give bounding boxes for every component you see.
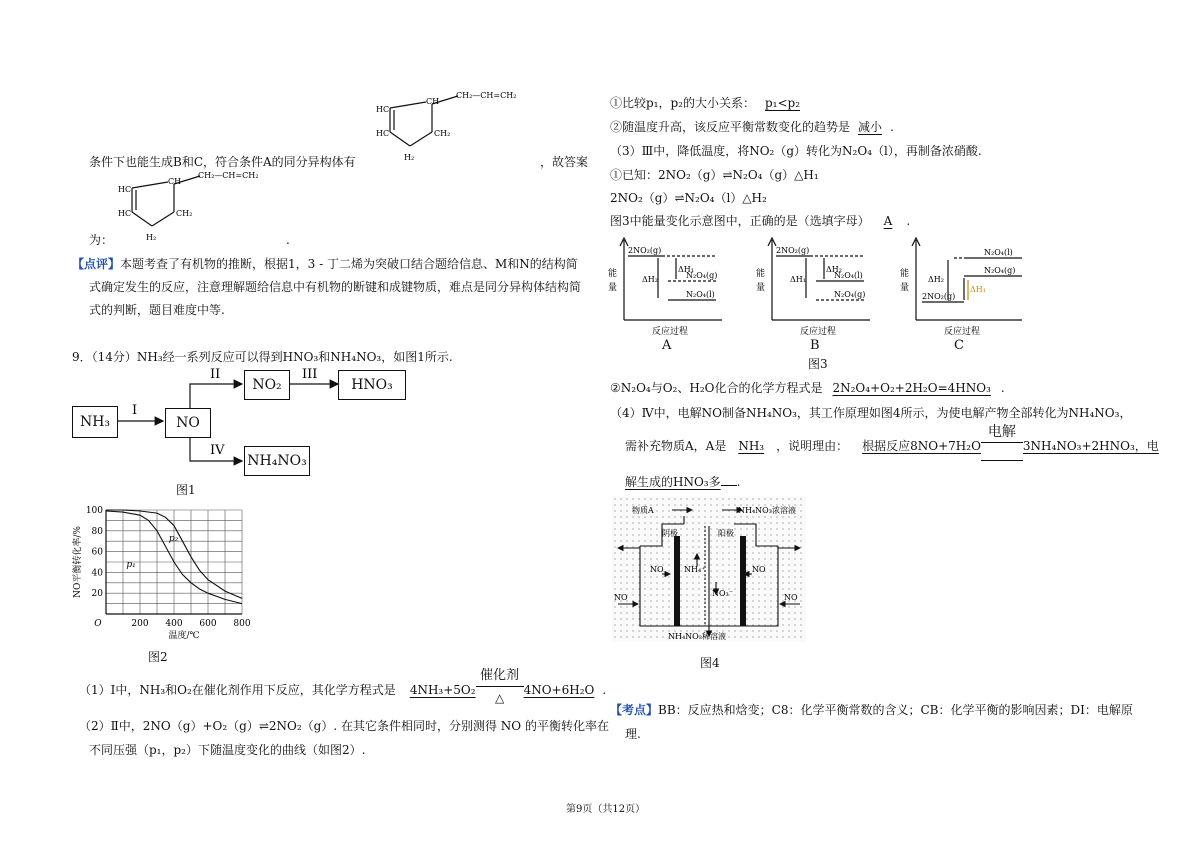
r6-text: 图3中能量变化示意图中，正确的是（选填字母） <box>610 214 870 228</box>
fig3b-bot: N₂O₄(g) <box>834 290 866 299</box>
r7-end: . <box>1000 381 1005 395</box>
fig3b-top: 2NO₂(g) <box>776 246 810 255</box>
fig3b-mid: N₂O₄(l) <box>834 271 863 280</box>
fig3a-dh-big: ΔH₂ <box>642 275 658 284</box>
y-tick-label: 100 <box>85 506 103 516</box>
fig4-anode-plate <box>740 536 746 626</box>
fig3c-xlabel: 反应过程 <box>944 327 981 337</box>
fig1-box-nh3: NH₃ <box>72 406 118 438</box>
fig3-diagram-b <box>754 236 874 348</box>
fig3c-ylabel-1: 能 <box>900 269 910 279</box>
struct1-h2: H₂ <box>404 153 415 162</box>
r8-line: （4）Ⅳ中，电解NO制备NH₄NO₃，其工作原理如图4所示，为使电解产物全部转化为NH₄NO₃， <box>610 406 1132 420</box>
fig4-no-in-right: NO <box>784 593 798 602</box>
fig4-no-right: NO <box>752 565 766 574</box>
fig3a-ylabel-1: 能 <box>608 269 618 279</box>
fig1-label-II: II <box>210 367 221 382</box>
r9-reason-b: 3NH₄NO₃+2HNO₃，电 <box>1022 439 1159 453</box>
figure-2-chart <box>70 502 260 642</box>
y-tick-label: 80 <box>91 526 103 537</box>
r7-answer: 2N₂O₄+O₂+2H₂O=4HNO₃ <box>832 381 991 395</box>
q1-line <box>79 668 607 705</box>
structure-formula-2 <box>112 168 312 248</box>
r9-answer: NH₃ <box>738 439 765 453</box>
fig3-diagram-c <box>898 236 1026 348</box>
review-tag: 【点评】 <box>72 257 121 271</box>
figure-3 <box>606 236 1026 372</box>
x-tick-label: 200 <box>131 619 149 629</box>
fig3a-xlabel: 反应过程 <box>652 327 689 337</box>
fig1-box-hno3: HNO₃ <box>338 370 406 400</box>
r9-reason-a: 根据反应8NO+7H₂O <box>862 439 981 453</box>
fig3c-mid: N₂O₄(g) <box>984 266 1016 275</box>
intro-text: 条件下也能生成B和C，符合条件A的同分异构体有 <box>89 155 356 169</box>
r9-line <box>625 424 1159 454</box>
struct1-ch2: CH₂ <box>434 129 451 138</box>
fig3a-bot: N₂O₄(l) <box>686 290 715 299</box>
q1-end: . <box>602 683 607 697</box>
y-tick-label: 20 <box>91 589 103 600</box>
r7-line <box>610 380 1005 396</box>
fig1-box-nh4no3: NH₄NO₃ <box>244 446 310 476</box>
page-footer: 第9页（共12页） <box>566 804 646 815</box>
q1-eq-right: 4NO+6H₂O <box>523 683 595 697</box>
fig3c-bot: 2NO₂(g) <box>922 292 956 301</box>
struct1-hc2: HC <box>376 129 390 138</box>
fig4-top-right: NH₄NO₃浓溶液 <box>738 506 796 515</box>
review-text1: 本题考查了有机物的推断，根据1，3 - 丁二烯为突破口结合题给信息、M和N的结构简 <box>120 257 578 271</box>
r9-text: 需补充物质A，A是 <box>625 439 727 453</box>
fig3b-dh-small: ΔH₂ <box>826 265 842 274</box>
r9-condition <box>981 424 1023 454</box>
question-9: 9．（14分）NH₃经一系列反应可以得到HNO₃和NH₄NO₃，如图1所示. <box>72 350 453 364</box>
r1-text: ①比较p₁，p₂的大小关系： <box>610 96 755 110</box>
struct2-hc2: HC <box>118 209 132 218</box>
figure-1 <box>70 366 420 476</box>
text-wei-tail: . <box>286 233 290 247</box>
x-tick-label: 800 <box>233 619 251 629</box>
struct2-h2: H₂ <box>146 233 157 242</box>
fig3c-dh-small: ΔH₁ <box>970 285 986 294</box>
fig3b-ylabel-2: 量 <box>756 283 766 293</box>
review-line2: 式确定发生的反应，注意理解题给信息中有机物的断键和成键物质，难点是同分异构体结构简 <box>89 280 582 294</box>
fig3-diagram-a <box>606 236 726 348</box>
fig3b-label: B <box>810 338 820 353</box>
y-axis-label: NO平衡转化率/% <box>73 526 83 598</box>
series-label-2: p₂ <box>168 534 179 545</box>
fig4-no3: NO₃⁻ <box>712 589 733 598</box>
fig1-box-no: NO <box>165 408 211 438</box>
fig1-label-IV: IV <box>210 443 225 458</box>
r7-text: ②N₂O₄与O₂、H₂O化合的化学方程式是 <box>610 381 823 395</box>
r2-text: ②随温度升高，该反应平衡常数变化的趋势是 <box>610 120 851 134</box>
fig2-caption: 图2 <box>148 650 168 664</box>
fig4-cathode: 阴极 <box>662 529 678 538</box>
r3-line: （3）Ⅲ中，降低温度，将NO₂（g）转化为N₂O₄（l），再制备浓硝酸. <box>610 144 982 158</box>
q1-cond-top: 催化剂 <box>480 668 520 683</box>
r6-answer: A <box>883 214 893 228</box>
fig3a-label: A <box>662 338 672 353</box>
r9-cond-top: 电解 <box>987 424 1016 440</box>
r5-line: 2NO₂（g）⇌N₂O₄（l）△H₂ <box>610 191 767 205</box>
fig3b-dh-big: ΔH₁ <box>790 275 806 284</box>
struct2-ch: CH <box>168 177 182 186</box>
fig4-bottom: NH₄NO₃稀溶液 <box>668 632 726 641</box>
text-wei: 为： <box>89 233 114 247</box>
kd-tag: 【考点】 <box>610 703 659 717</box>
x-axis-label: 温度/℃ <box>168 631 200 641</box>
series-label-1: p₁ <box>126 560 136 571</box>
fig4-nh4: NH₄⁺ <box>684 565 706 574</box>
fig3c-top: N₂O₄(l) <box>984 248 1013 257</box>
q1-text: （1）Ⅰ中，NH₃和O₂在催化剂作用下反应，其化学方程式是 <box>79 683 396 697</box>
r2-end: . <box>890 120 894 134</box>
r2-line <box>610 119 894 135</box>
fig4-cathode-plate <box>674 536 680 626</box>
fig1-box-no2: NO₂ <box>244 370 290 400</box>
fig3b-ylabel-1: 能 <box>756 269 766 279</box>
fig3c-ylabel-2: 量 <box>900 283 910 293</box>
struct1-chain: CH₂—CH=CH₂ <box>456 91 517 100</box>
y-tick-label: 40 <box>91 568 103 579</box>
fig3c-label: C <box>954 338 964 353</box>
q1-condition <box>476 668 524 705</box>
fig1-caption: 图1 <box>176 483 196 497</box>
r9-reason-label: ，说明理由： <box>776 439 849 453</box>
fig3a-ylabel-2: 量 <box>608 283 618 293</box>
x-tick-label: 400 <box>165 619 183 629</box>
fig4-no-in-left: NO <box>614 593 628 602</box>
fig4-anode: 阳极 <box>718 529 734 538</box>
kd-text1: BB：反应热和焓变；C8：化学平衡常数的含义；CB：化学平衡的影响因素；DI：电解原 <box>658 703 1133 717</box>
r2-answer: 减小 <box>858 120 883 134</box>
struct2-hc: HC <box>118 185 132 194</box>
fig3b-xlabel: 反应过程 <box>800 327 837 337</box>
q1-eq-left: 4NH₃+5O₂ <box>409 683 476 697</box>
x-tick-label: 600 <box>199 619 217 629</box>
fig4-caption: 图4 <box>700 656 720 670</box>
review-line1 <box>72 256 578 272</box>
r6-line <box>610 213 910 229</box>
fig3a-dh-small: ΔH₁ <box>678 265 694 274</box>
review-line3: 式的判断，题目难度中等. <box>89 303 225 317</box>
r6-end: . <box>906 214 911 228</box>
r10-text: 解生成的HNO₃多 <box>625 475 721 489</box>
fig3a-mid: N₂O₄(g) <box>686 271 718 280</box>
text-intro-tail: ，故答案 <box>540 155 589 169</box>
fig4-substance-a: 物质A <box>632 506 654 515</box>
q1-cond-bottom: △ <box>494 691 505 705</box>
r4-line: ①已知：2NO₂（g）⇌N₂O₄（g）△H₁ <box>610 168 819 182</box>
struct1-hc: HC <box>376 105 390 114</box>
fig3a-top: 2NO₂(g) <box>628 246 662 255</box>
fig4-no-left: NO <box>650 565 664 574</box>
fig3c-dh-big: ΔH₂ <box>928 275 944 284</box>
q2-line2: 不同压强（p₁，p₂）下随温度变化的曲线（如图2）. <box>89 743 366 757</box>
kd-line2: 理. <box>625 727 641 741</box>
y-tick-label: 60 <box>91 547 103 558</box>
figure-4 <box>612 496 806 642</box>
fig3-caption: 图3 <box>808 357 828 371</box>
fig4-cell-drawing <box>612 496 806 642</box>
struct2-ch2: CH₂ <box>176 209 193 218</box>
kd-line1 <box>610 702 1133 718</box>
struct1-ch: CH <box>426 97 440 106</box>
origin-label: O <box>94 619 102 629</box>
r10-line <box>625 474 740 490</box>
q2-line1: （2）Ⅱ中，2NO（g）+O₂（g）⇌2NO₂（g）. 在其它条件相同时，分别测得 NO 的平衡转化率在 <box>79 719 609 733</box>
struct2-chain: CH₂—CH=CH₂ <box>198 171 259 180</box>
fig1-label-I: I <box>132 403 138 418</box>
r1-line <box>610 95 810 111</box>
r10-end: . <box>736 475 741 489</box>
fig1-label-III: III <box>302 367 318 382</box>
r1-answer: p₁<p₂ <box>765 96 801 110</box>
